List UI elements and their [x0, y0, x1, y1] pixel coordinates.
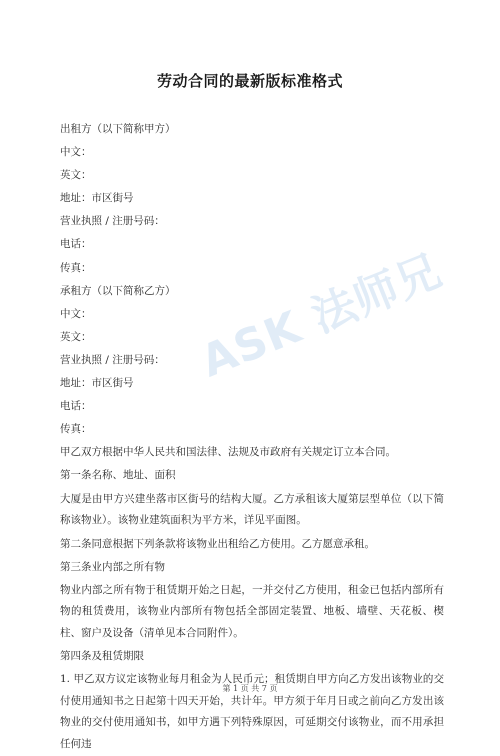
article-4-heading: 第四条及租赁期限 — [60, 650, 144, 663]
party-b-heading: 承租方（以下简称乙方） — [60, 284, 176, 297]
party-a-address: 地址：市区街号 — [60, 192, 134, 205]
agreement-statement: 甲乙双方根据中华人民共和国法律、法规及市政府有关规定订立本合同。 — [60, 446, 396, 459]
party-b-phone: 电话： — [60, 400, 92, 413]
party-a-heading: 出租方（以下简称甲方） — [60, 123, 176, 135]
party-a-license: 营业执照 / 注册号码： — [60, 215, 165, 228]
document-body — [60, 118, 444, 756]
party-b-address: 地址：市区街号 — [60, 377, 134, 390]
party-b-chinese-name: 中文： — [60, 307, 92, 320]
article-1-paragraph: 大厦是由甲方兴建坐落市区街号的结构大厦。乙方承租该大厦第层型单位（以下简称该物业）。该物业建筑面积为平方米，详见平面图。 — [60, 492, 444, 526]
party-a-chinese-name: 中文： — [60, 146, 92, 159]
party-a-english-name: 英文： — [60, 169, 92, 182]
article-1-heading: 第一条名称、地址、面积 — [60, 469, 176, 482]
page-footer: 第 1 页 共 7 页 — [222, 684, 278, 693]
article-4-paragraph: 1. 甲乙双方议定该物业每月租金为人民币元；租赁期自甲方向乙方发出该物业的交付使用通知书之日起第十四天开始，共计年。甲方须于年月日或之前向乙方发出该物业的交付使用通知书，如甲方遇下列特殊原因，可延期交付该物业，而不用承担任何违 — [60, 673, 444, 750]
party-b-fax: 传真： — [60, 423, 92, 436]
watermark-logo: ASK 法师兄 — [194, 244, 449, 388]
party-b-english-name: 英文： — [60, 330, 92, 343]
document-title: 劳动合同的最新版标准格式 — [156, 72, 343, 90]
party-a-phone: 电话： — [60, 238, 92, 251]
article-3-heading: 第三条业内部之所有物 — [60, 560, 165, 573]
article-3-paragraph: 物业内部之所有物于租赁期开始之日起，一并交付乙方使用，租金已包括内部所有物的租赁费用，该物业内部所有物包括全部固定装置、地板、墙壁、天花板、楔柱、窗户及设备（清单见本合同附件）。 — [60, 583, 444, 639]
article-2-line: 第二条同意根据下列条款将该物业出租给乙方使用。乙方愿意承租。 — [60, 537, 375, 550]
party-a-fax: 传真： — [60, 261, 92, 274]
party-b-license: 营业执照 / 注册号码： — [60, 353, 165, 366]
